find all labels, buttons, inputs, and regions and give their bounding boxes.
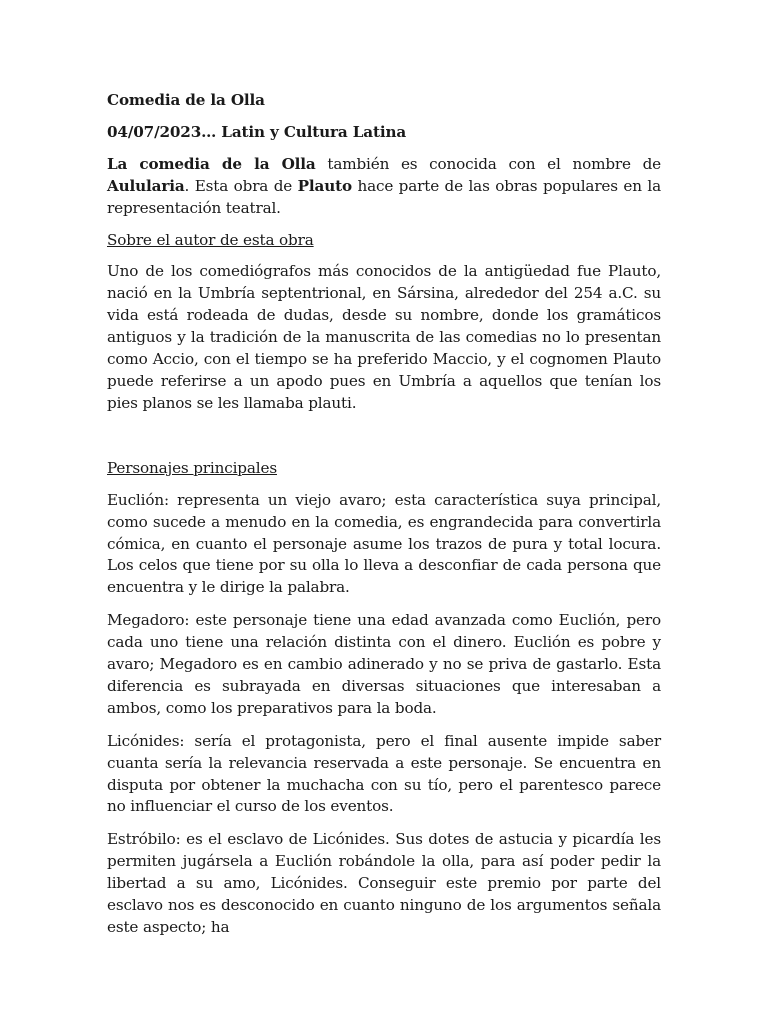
document-page: [107, 90, 661, 950]
intro-text-2: . Esta obra de: [184, 176, 298, 195]
intro-bold-plauto: Plauto: [297, 176, 352, 195]
character-estrobilo: Estróbilo: es el esclavo de Licónides. Sus dotes de astucia y picardía les permiten jugársela a Euclión robándole la olla, para así poder pedir la libertad a su amo, Licónides. Conseguir este premio por parte del esclavo nos es desconocido en cuanto ninguno de los argumentos señala este aspecto; ha: [107, 830, 661, 936]
intro-text-1: también es conocida con el nombre de: [315, 154, 661, 173]
document-title: Comedia de la Olla: [107, 91, 265, 109]
characters-section-heading: Personajes principales: [107, 458, 277, 477]
intro-text-3: hace parte de las obras populares en la representación teatral.: [107, 176, 661, 217]
author-section-heading: Sobre el autor de esta obra: [107, 230, 314, 249]
intro-paragraph: [107, 154, 661, 220]
intro-bold-aulularia: Aulularia: [107, 176, 185, 195]
dateline: 04/07/2023… Latin y Cultura Latina: [107, 122, 407, 141]
character-megadoro: Megadoro: este personaje tiene una edad avanzada como Euclión, pero cada uno tiene una relación distinta con el dinero. Euclión es pobre y avaro; Megadoro es en cambio adinerado y no se priva de gastarlo. Esta diferencia es subrayada en diversas situaciones que interesaban a ambos, como los preparativos para la boda.: [107, 611, 661, 717]
character-liconides: Licónides: sería el protagonista, pero el final ausente impide saber cuanta sería la relevancia reservada a este personaje. Se encuentra en disputa por obtener la muchacha con su tío, pero el parentesco parece no influenciar el curso de los eventos.: [107, 731, 661, 816]
character-euclion: Euclión: representa un viejo avaro; esta característica suya principal, como sucede a menudo en la comedia, es engrandecida para convertirla cómica, en cuanto el personaje asume los trazos de pura y total locura. Los celos que tiene por su olla lo lleva a desconfiar de cada persona que encuentra y le dirige la palabra.: [107, 490, 661, 597]
intro-bold-title: La comedia de la Olla: [107, 154, 316, 173]
author-section-body: Uno de los comediógrafos más conocidos de la antigüedad fue Plauto, nació en la Umbría septentrional, en Sársina, alrededor del 254 a.C. su vida está rodeada de dudas, desde su nombre, donde los gramáticos antiguos y la tradición de la manuscrita de las comedias no lo presentan como Accio, con el tiempo se ha preferido Maccio, y el cognomen Plauto puede referirse a un apodo pues en Umbría a aquellos que tenían los pies planos se les llamaba plauti.: [107, 262, 661, 412]
